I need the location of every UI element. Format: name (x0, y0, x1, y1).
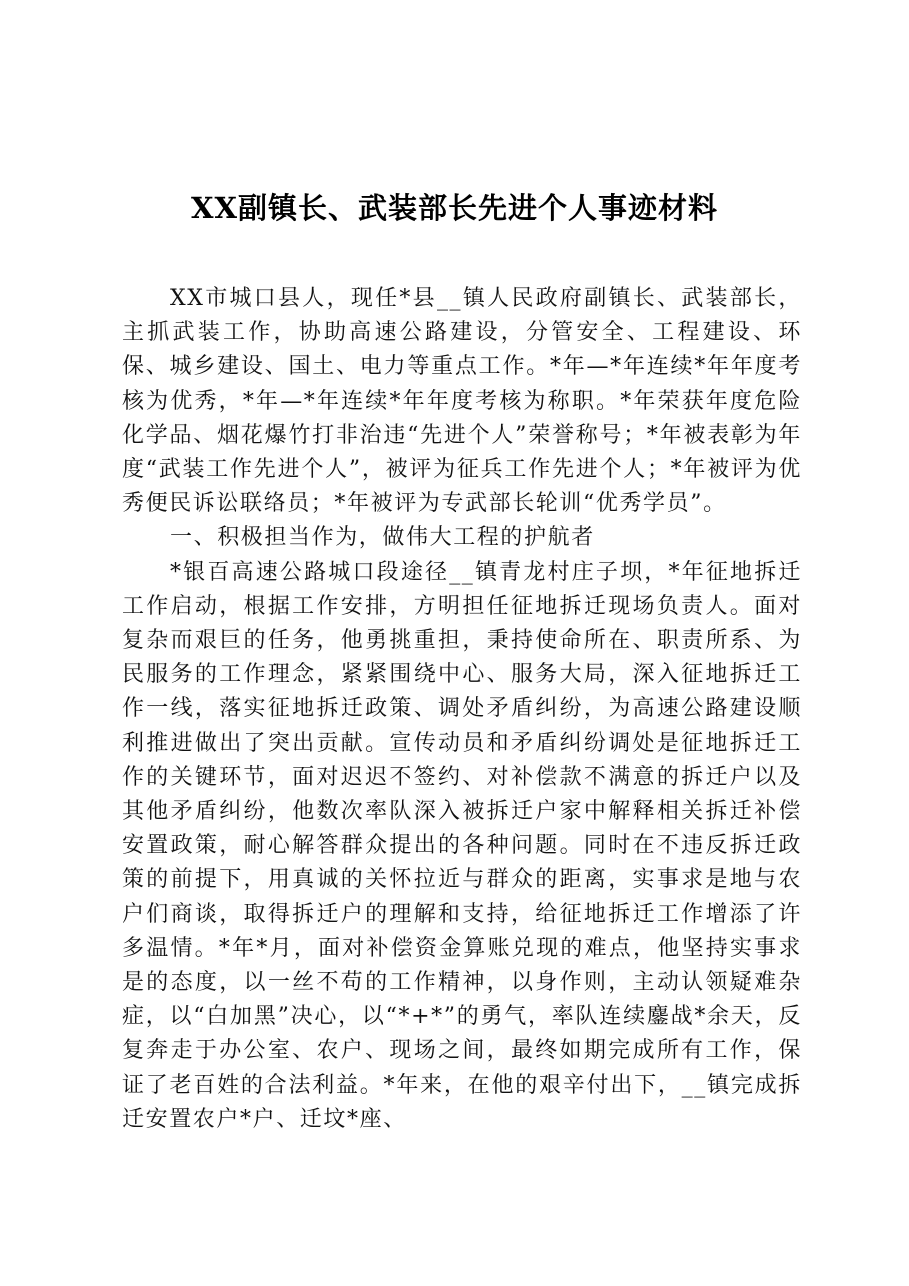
section-heading: 一、积极担当作为，做伟大工程的护航者 (170, 525, 595, 551)
document-body (122, 282, 802, 1137)
document-title: XX副镇长、武装部长先进个人事迹材料 (190, 191, 718, 225)
intro-paragraph: XX市城口县人，现任*县__镇人民政府副镇长、武装部长，主抓武装工作，协助高速公路建设，分管安全、工程建设、环保、城乡建设、国土、电力等重点工作。*年—*年连续*年年度考核为优秀，*年—*年连续*年年度考核为称职。*年荣获年度危险化学品、烟花爆竹打非治违“先进个人”荣誉称号；*年被表彰为年度“武装工作先进个人”，被评为征兵工作先进个人；*年被评为优秀便民诉讼联络员；*年被评为专武部长轮训“优秀学员”。 (122, 286, 802, 517)
section-paragraph: *银百高速公路城口段途径__镇青龙村庄子坝，*年征地拆迁工作启动，根据工作安排，方明担任征地拆迁现场负责人。面对复杂而艰巨的任务，他勇挑重担，秉持使命所在、职责所系、为民服务的工作理念，紧紧围绕中心、服务大局，深入征地拆迁工作一线，落实征地拆迁政策、调处矛盾纠纷，为高速公路建设顺利推进做出了突出贡献。宣传动员和矛盾纠纷调处是征地拆迁工作的关键环节，面对迟迟不签约、对补偿款不满意的拆迁户以及其他矛盾纠纷，他数次率队深入被拆迁户家中解释相关拆迁补偿安置政策，耐心解答群众提出的各种问题。同时在不违反拆迁政策的前提下，用真诚的关怀拉近与群众的距离，实事求是地与农户们商谈，取得拆迁户的理解和支持，给征地拆迁工作增添了许多温情。*年*月，面对补偿资金算账兑现的难点，他坚持实事求是的态度，以一丝不苟的工作精神，以身作则，主动认领疑难杂症，以“白加黑”决心，以“*+*”的勇气，率队连续鏖战*余天，反复奔走于办公室、农户、现场之间，最终如期完成所有工作，保证了老百姓的合法利益。*年来，在他的艰辛付出下，__镇完成拆迁安置农户*户、迁坟*座、 (122, 559, 802, 1132)
